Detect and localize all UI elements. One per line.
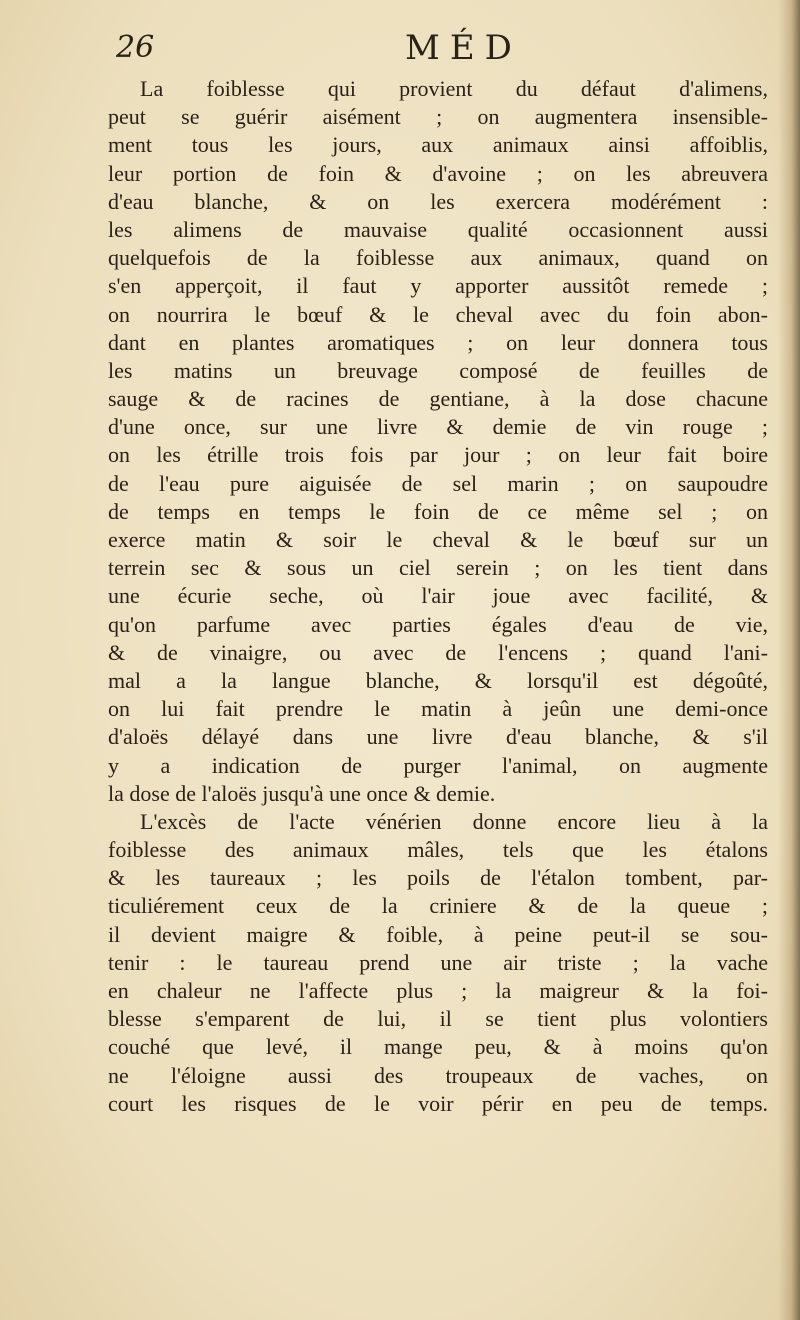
text-line: de temps en temps le foin de ce même sel ; on (108, 498, 768, 524)
text-line: on les étrille trois fois par jour ; on leur fait boire (108, 442, 768, 468)
text-line: on nourrira le bœuf & le cheval avec du foin abon- (108, 301, 768, 327)
text-line: peut se guérir aisément ; on augmentera insensible- (108, 104, 768, 130)
text-line: & les taureaux ; les poils de l'étalon tombent, par- (108, 865, 768, 891)
text-line: la dose de l'aloës jusqu'à une once & demie. (108, 780, 496, 806)
text-line: court les risques de le voir périr en peu de temps. (108, 1090, 768, 1116)
text-line: La foiblesse qui provient du défaut d'alimens, (140, 76, 768, 101)
text-line: ment tous les jours, aux animaux ainsi affoiblis, (108, 132, 768, 158)
text-line: il devient maigre & foible, à peine peut-il se sou- (108, 921, 768, 947)
text-line: ne l'éloigne aussi des troupeaux de vaches, on (108, 1062, 768, 1088)
text-line: on lui fait prendre le matin à jeûn une demi-once (108, 696, 768, 722)
text-line: couché que levé, il mange peu, & à moins qu'on (108, 1034, 768, 1060)
text-line: d'eau blanche, & on les exercera modérément : (108, 188, 768, 214)
text-line: foiblesse des animaux mâles, tels que les étalons (108, 837, 768, 863)
text-line: dant en plantes aromatiques ; on leur donnera tous (108, 329, 768, 355)
text-line: terrein sec & sous un ciel serein ; on les tient dans (108, 555, 768, 581)
paragraph-acte-venerien (108, 808, 768, 1118)
text-line: sauge & de racines de gentiane, à la dose chacune (108, 386, 768, 412)
text-line: & de vinaigre, ou avec de l'encens ; quand l'ani- (108, 639, 768, 665)
page-edge-shadow (778, 0, 800, 1320)
text-line: quelquefois de la foiblesse aux animaux, quand on (108, 245, 768, 271)
text-line: de l'eau pure aiguisée de sel marin ; on saupoudre (108, 470, 768, 496)
page-number: 26 (116, 30, 155, 65)
paragraph-alimens (108, 75, 768, 808)
running-head: MÉD (405, 28, 522, 68)
text-line: mal a la langue blanche, & lorsqu'il est dégoûté, (108, 667, 768, 693)
text-line: y a indication de purger l'animal, on augmente (108, 752, 768, 778)
text-line: s'en apperçoit, il faut y apporter aussitôt remede ; (108, 273, 768, 299)
text-line: en chaleur ne l'affecte plus ; la maigreur & la foi- (108, 978, 768, 1003)
text-line: tenir : le taureau prend une air triste ; la vache (108, 949, 768, 975)
text-line: une écurie seche, où l'air joue avec facilité, & (108, 583, 768, 609)
text-line: blesse s'emparent de lui, il se tient plus volontiers (108, 1006, 768, 1032)
text-line: les matins un breuvage composé de feuilles de (108, 357, 768, 383)
text-line: les alimens de mauvaise qualité occasionnent aussi (108, 216, 768, 242)
text-line: ticuliérement ceux de la criniere & de la queue ; (108, 893, 768, 919)
body-text (108, 75, 768, 1118)
text-line: d'aloës délayé dans une livre d'eau blanche, & s'il (108, 724, 768, 750)
text-line: qu'on parfume avec parties égales d'eau de vie, (108, 611, 768, 637)
text-line: L'excès de l'acte vénérien donne encore lieu à la (140, 808, 768, 834)
text-line: d'une once, sur une livre & demie de vin rouge ; (108, 414, 768, 440)
text-line: leur portion de foin & d'avoine ; on les abreuvera (108, 160, 768, 186)
text-line: exerce matin & soir le cheval & le bœuf sur un (108, 527, 768, 552)
